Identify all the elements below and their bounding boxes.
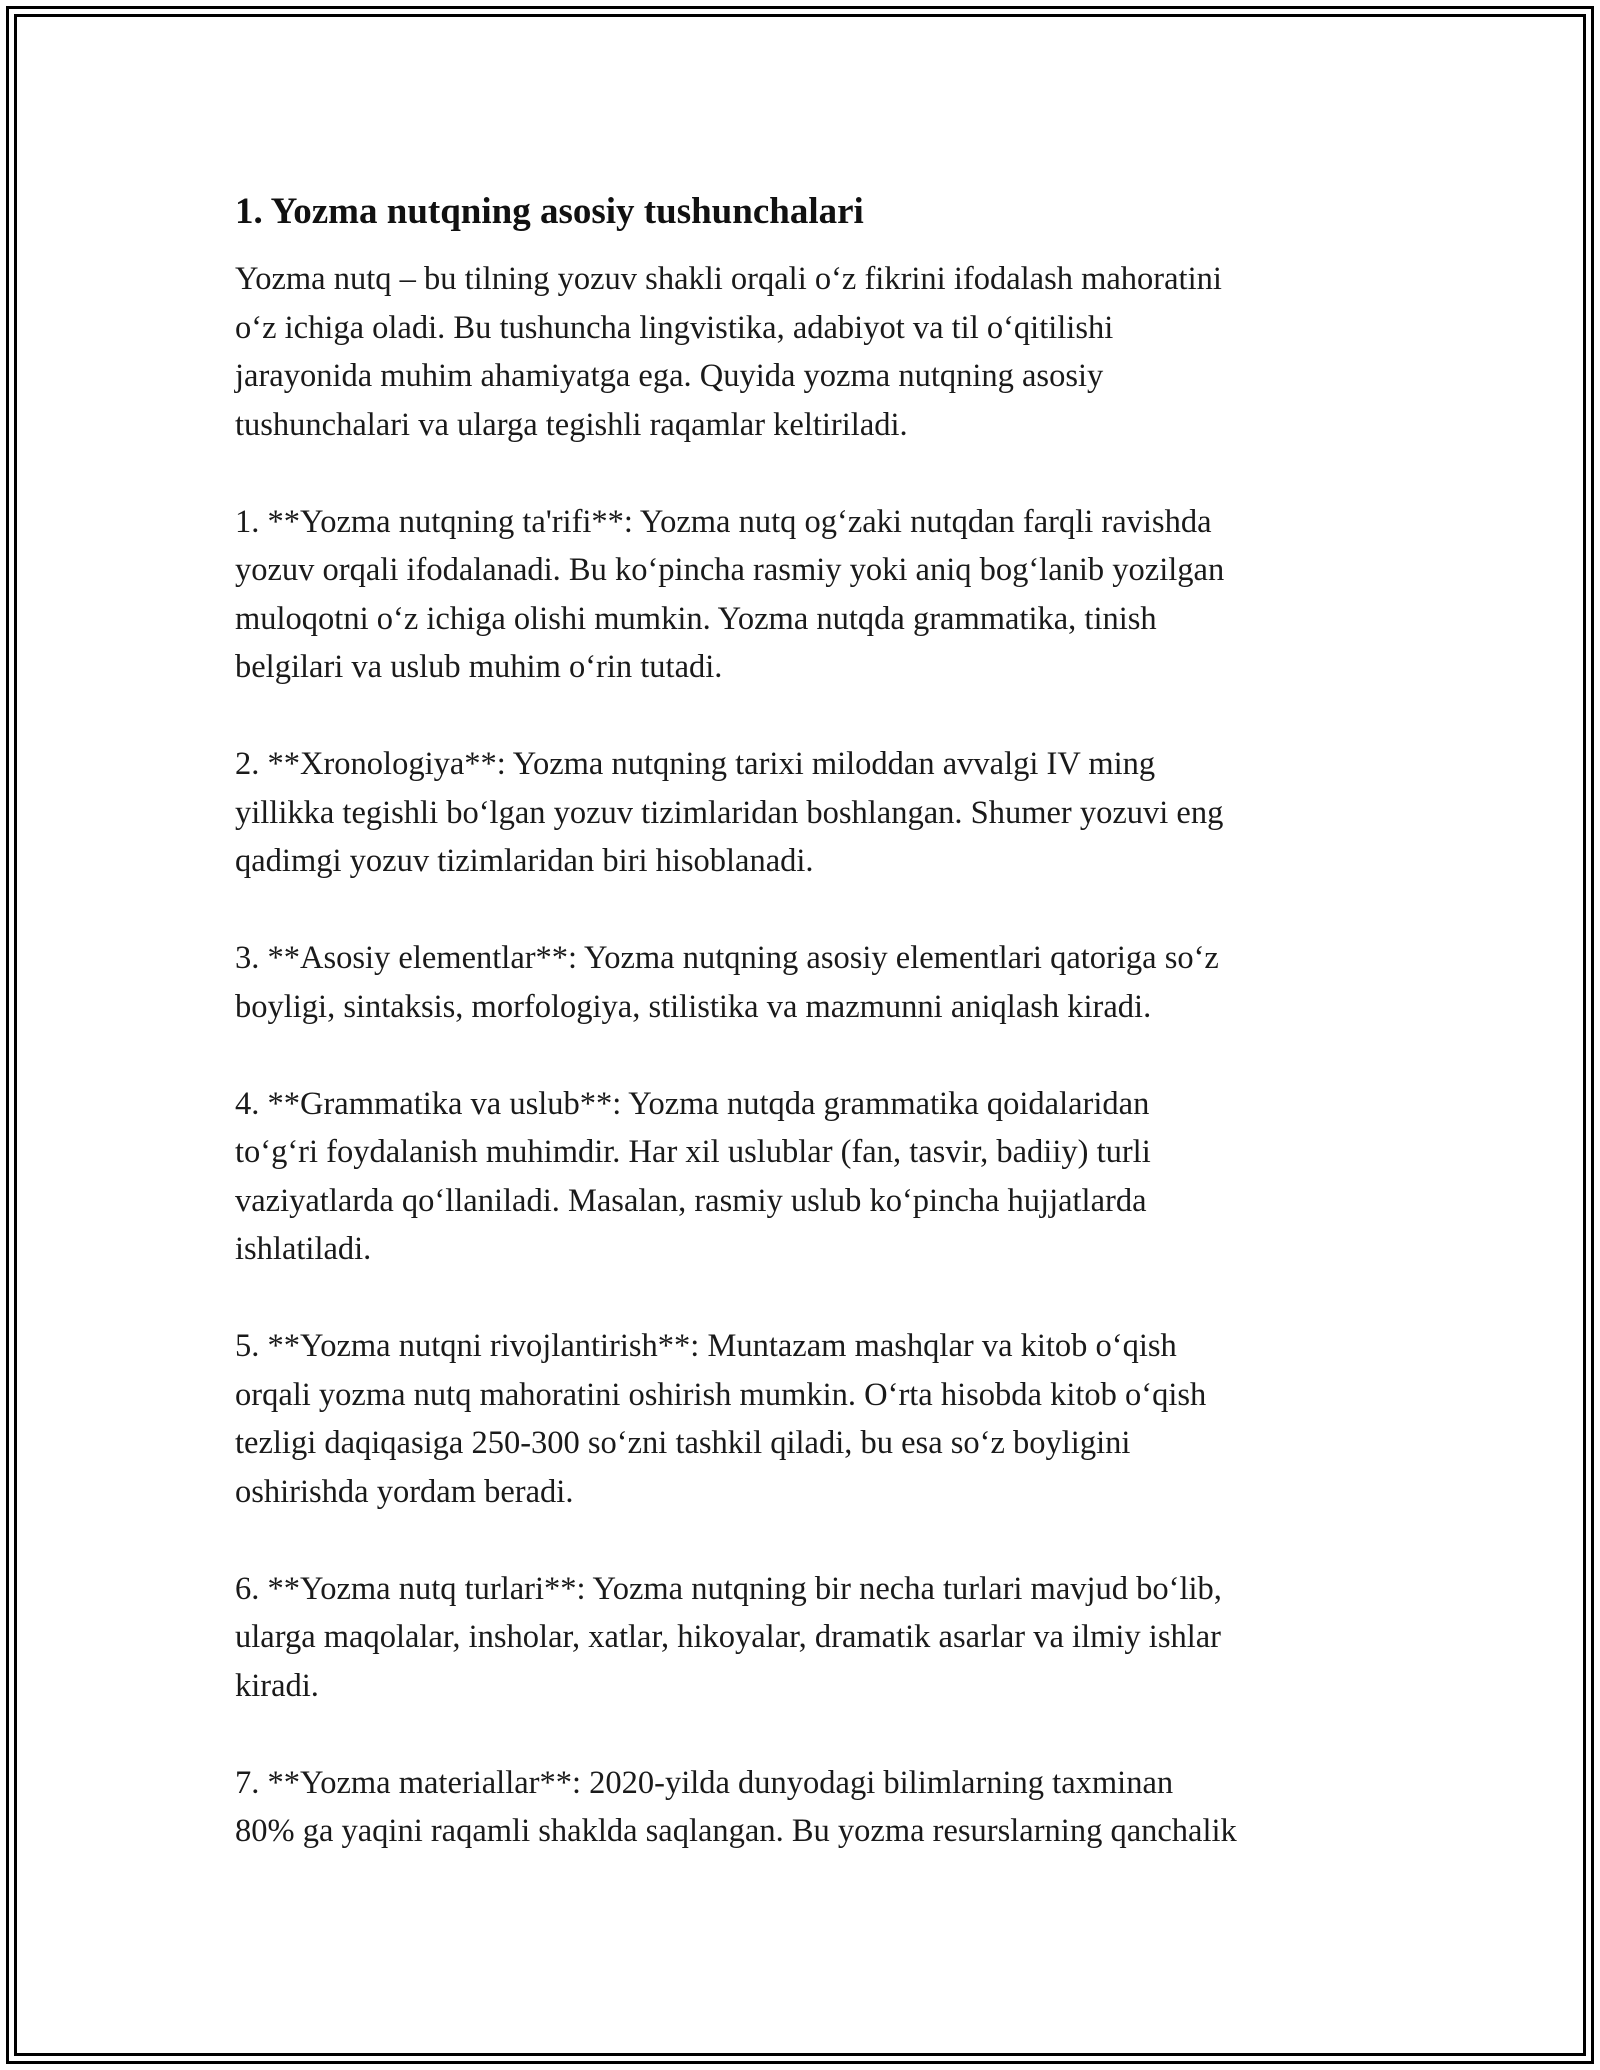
page-title: 1. Yozma nutqning asosiy tushunchalari	[235, 191, 864, 232]
intro-paragraph: Yozma nutq – bu tilning yozuv shakli orqali o‘z fikrini ifodalash mahoratini o‘z ichiga oladi. Bu tushuncha lingvistika, adabiyot va til o‘qitilishi jarayonida muhim ahamiyatga ega. Quyida yozma nutqning asosiy tushunchalari va ularga tegishli raqamlar keltiriladi.	[235, 261, 1222, 443]
list-item-chronology: 2. **Xronologiya**: Yozma nutqning tarixi miloddan avvalgi IV ming yillikka tegishli bo‘lgan yozuv tizimlaridan boshlangan. Shumer yozuvi eng qadimgi yozuv tizimlaridan biri hisoblanadi.	[235, 746, 1224, 879]
list-item-elements: 3. **Asosiy elementlar**: Yozma nutqning asosiy elementlari qatoriga so‘z boyligi, sintaksis, morfologiya, stilistika va mazmunni aniqlash kiradi.	[235, 940, 1219, 1025]
list-item-materials: 7. **Yozma materiallar**: 2020-yilda dunyodagi bilimlarning taxminan 80% ga yaqini raqamli shakldа saqlangan. Bu yozma resurslarning qanchalik	[235, 1764, 1237, 1849]
list-item-development: 5. **Yozma nutqni rivojlantirish**: Muntazam mashqlar va kitob o‘qish orqali yozma nutq mahoratini oshirish mumkin. O‘rta hisobda kitob o‘qish tezligi daqiqasiga 250-300 so‘zni tashkil qiladi, bu esa so‘z boyligini oshirishda yordam beradi.	[235, 1328, 1207, 1510]
list-item-types: 6. **Yozma nutq turlari**: Yozma nutqning bir necha turlari mavjud bo‘lib, ularga maqolalar, insholar, xatlar, hikoyalar, dramatik asarlar va ilmiy ishlar kiradi.	[235, 1570, 1222, 1704]
document-body	[235, 185, 1375, 1856]
list-item-grammar-style: 4. **Grammatika va uslub**: Yozma nutqda grammatika qoidalaridan to‘g‘ri foydalanish muhimdir. Har xil uslublar (fan, tasvir, badiiy) turli vaziyatlarda qo‘llaniladi. Masalan, rasmiy uslub ko‘pincha hujjatlarda ishlatiladi.	[235, 1085, 1151, 1267]
list-item-definition: 1. **Yozma nutqning ta'rifi**: Yozma nutq og‘zaki nutqdan farqli ravishda yozuv orqali ifodalanadi. Bu ko‘pincha rasmiy yoki aniq bog‘lanib yozilgan muloqotni o‘z ichiga olishi mumkin. Yozma nutqda grammatika, tinish belgilari va uslub muhim o‘rin tutadi.	[235, 503, 1225, 685]
